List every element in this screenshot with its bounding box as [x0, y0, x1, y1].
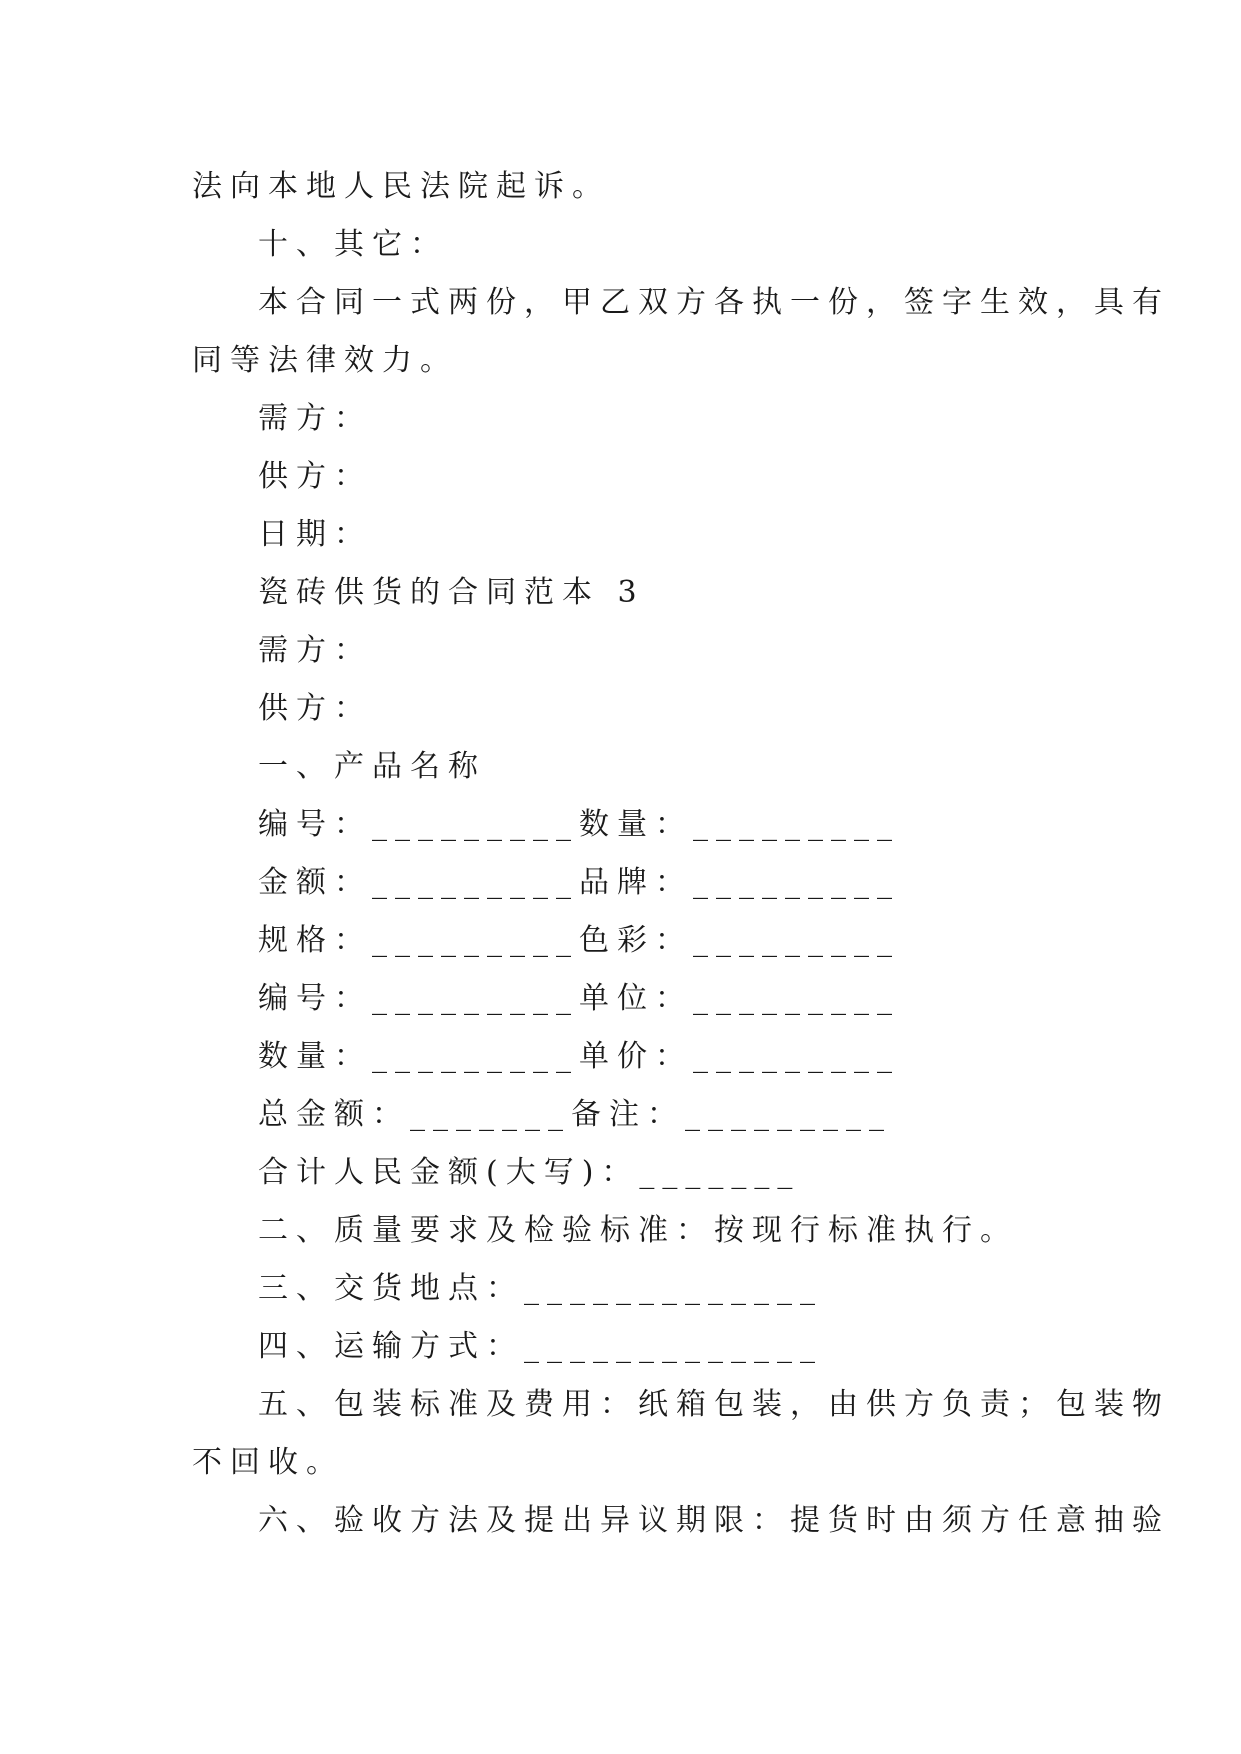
section-packaging: 五、包装标准及费用：纸箱包装，由供方负责；包装物: [258, 1387, 1170, 1422]
label-supplier: 供方：: [258, 459, 372, 494]
section-quality: 二、质量要求及检验标准：按现行标准执行。: [258, 1213, 1018, 1248]
contract-title: 瓷砖供货的合同范本 3: [258, 575, 645, 610]
form-row-spec-color: 规格：_________色彩：_________: [258, 923, 900, 958]
section-delivery-place: 三、交货地点：_____________: [258, 1271, 823, 1306]
form-row-total-remark: 总金额：_______备注：_________: [258, 1097, 892, 1132]
text-line-legal-effect: 同等法律效力。: [192, 343, 458, 378]
section-transport: 四、运输方式：_____________: [258, 1329, 823, 1364]
label-date: 日期：: [258, 517, 372, 552]
label-buyer: 需方：: [258, 401, 372, 436]
form-row-number-quantity: 编号：_________数量：_________: [258, 807, 900, 842]
section-heading-other: 十、其它：: [258, 227, 448, 262]
label-buyer-2: 需方：: [258, 633, 372, 668]
section-heading-product: 一、产品名称: [258, 749, 486, 784]
text-line-court: 法向本地人民法院起诉。: [192, 169, 610, 204]
text-line-no-recycle: 不回收。: [192, 1445, 344, 1480]
form-row-total-uppercase: 合计人民金额(大写)：_______: [258, 1155, 801, 1190]
form-row-quantity-price: 数量：_________单价：_________: [258, 1039, 900, 1074]
label-supplier-2: 供方：: [258, 691, 372, 726]
text-line-copies: 本合同一式两份，甲乙双方各执一份，签字生效，具有: [258, 285, 1170, 320]
section-acceptance: 六、验收方法及提出异议期限：提货时由须方任意抽验: [258, 1503, 1170, 1538]
form-row-amount-brand: 金额：_________品牌：_________: [258, 865, 900, 900]
form-row-number-unit: 编号：_________单位：_________: [258, 981, 900, 1016]
